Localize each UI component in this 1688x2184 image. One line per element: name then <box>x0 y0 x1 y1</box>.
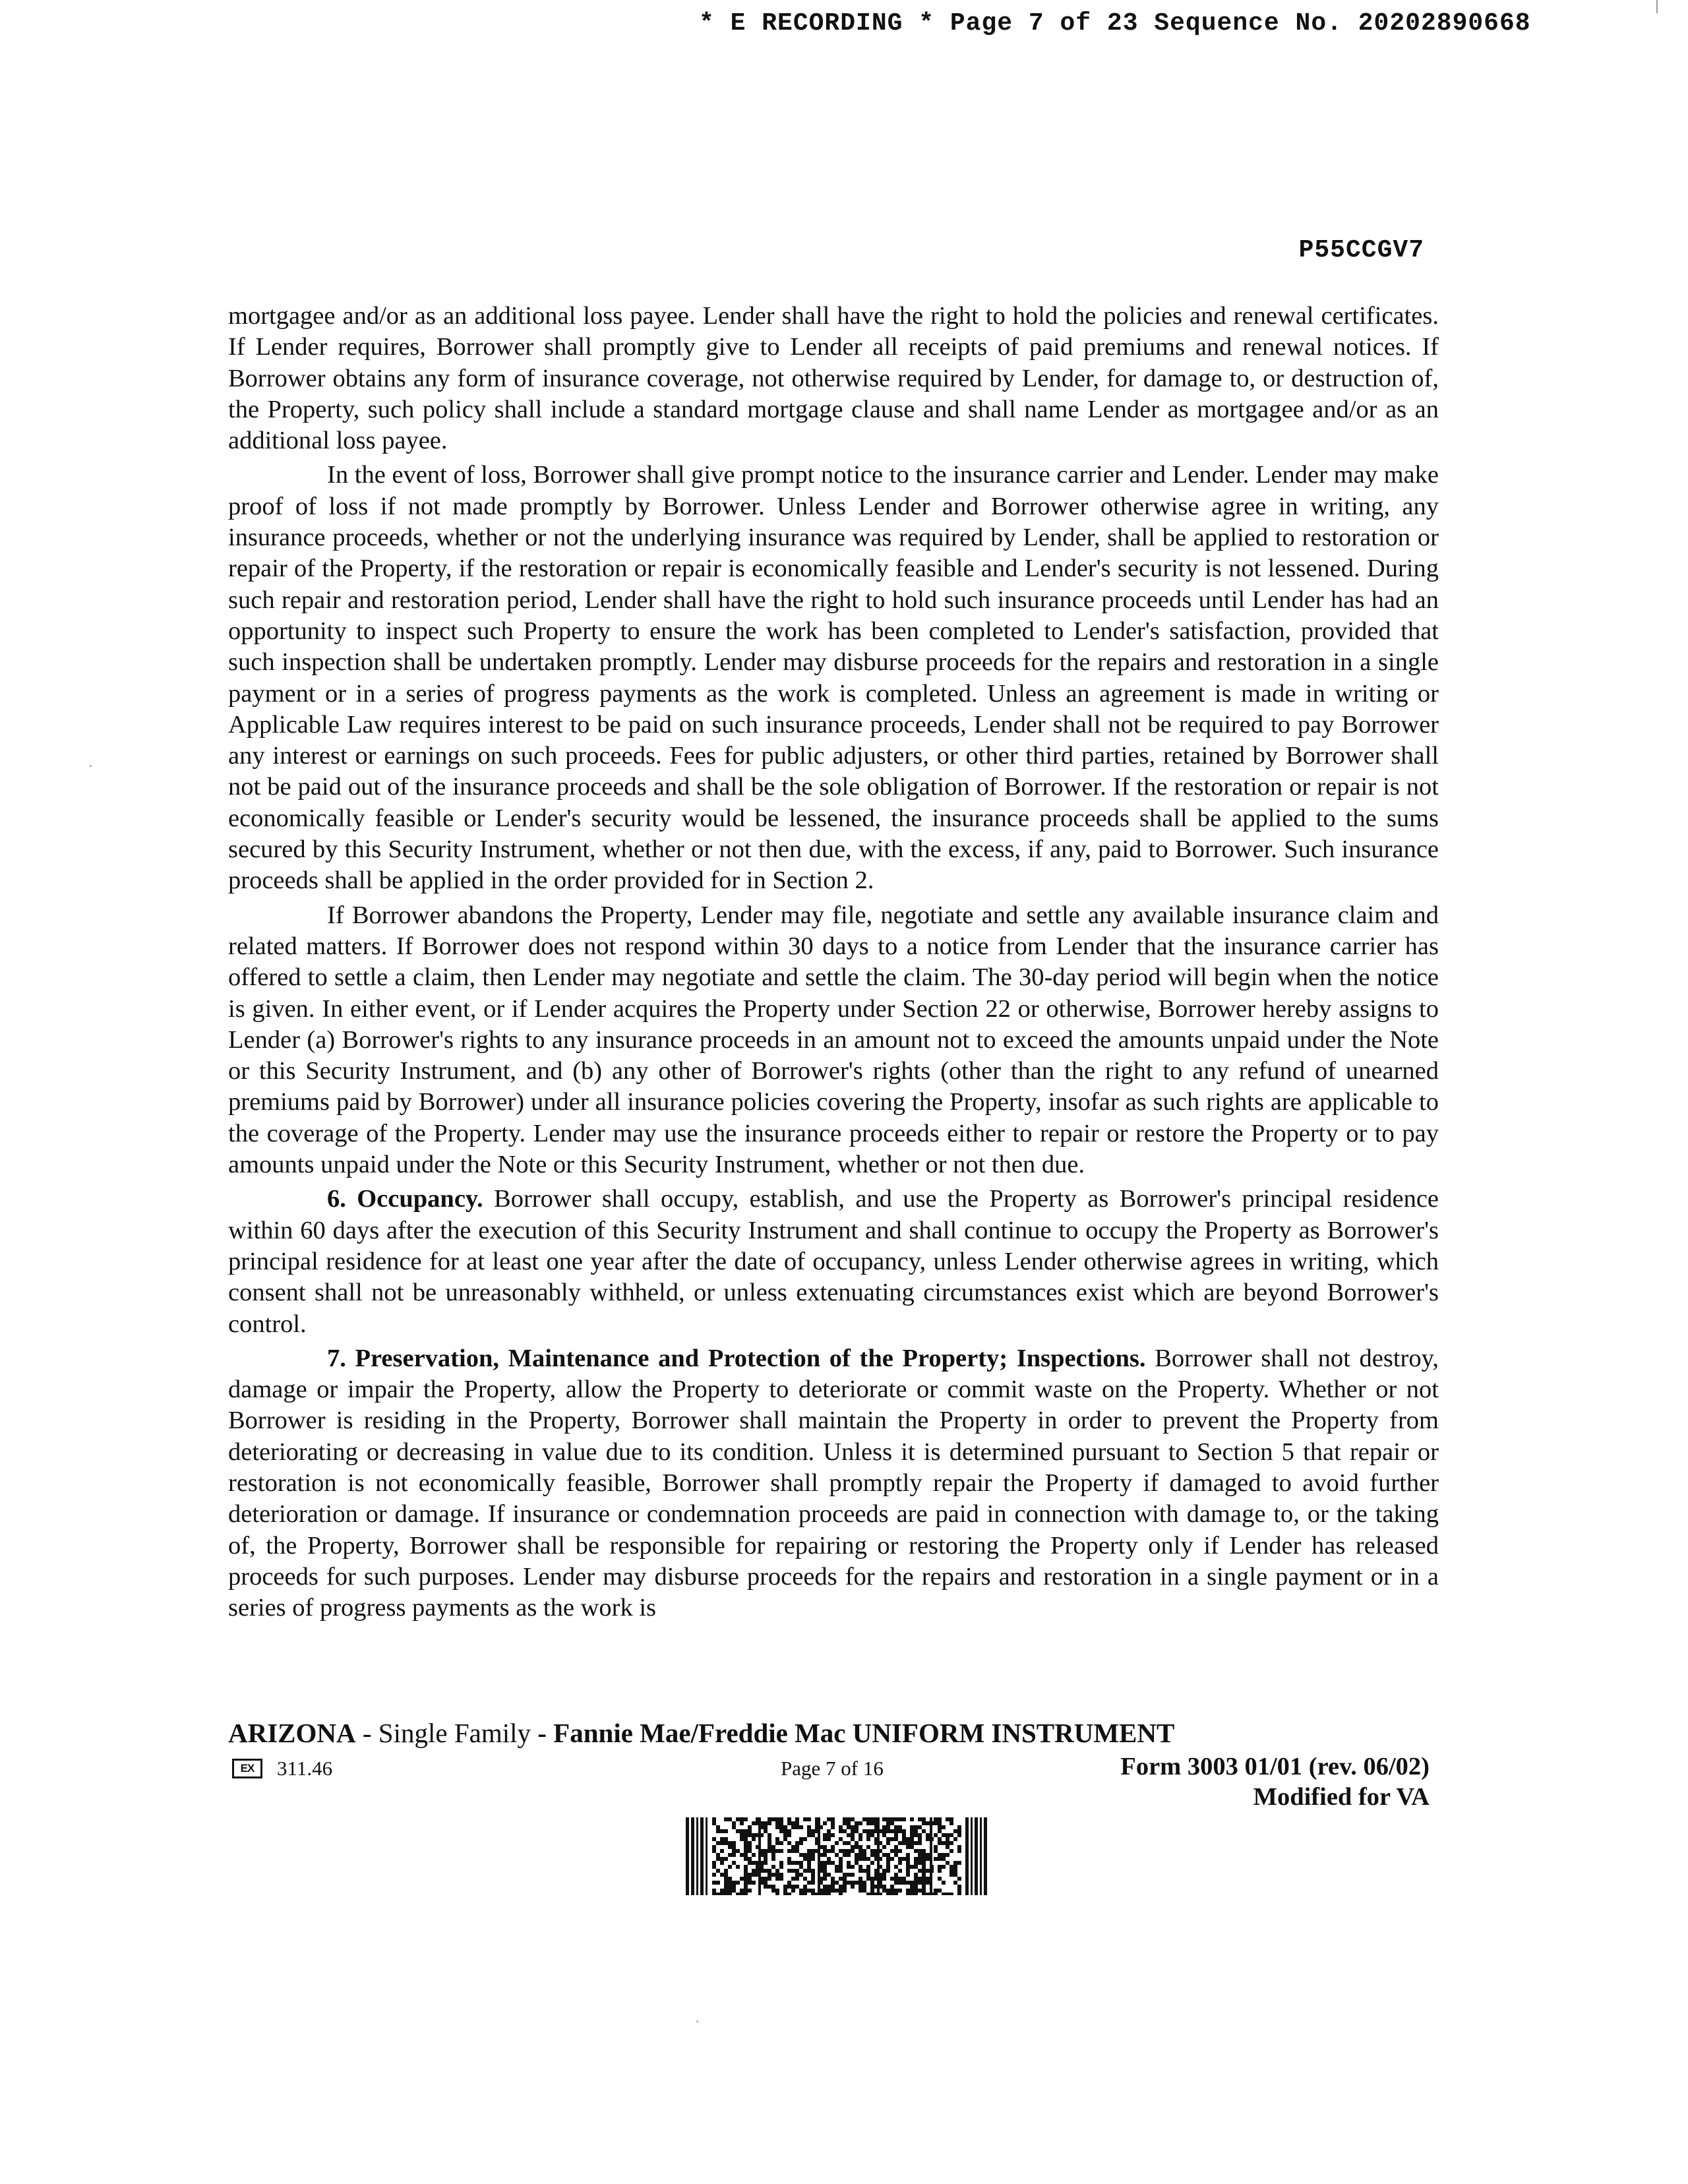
footer-form-number <box>1120 1751 1430 1812</box>
footer-form-code <box>232 1757 332 1780</box>
footer-family: Single Family <box>378 1718 531 1748</box>
ex-logo-icon: EX <box>232 1759 262 1778</box>
edge-mark <box>1656 0 1658 13</box>
footer-separator: - <box>355 1718 378 1748</box>
barcode-icon <box>686 1817 988 1895</box>
section-6-heading: 6. Occupancy. <box>327 1185 483 1213</box>
footer-instrument-title <box>228 1717 1174 1749</box>
document-code: P55CCGV7 <box>1298 236 1424 264</box>
section-7-preservation <box>228 1343 1439 1624</box>
document-body <box>228 301 1439 1627</box>
scan-speck <box>696 2020 698 2022</box>
section-6-occupancy <box>228 1184 1439 1339</box>
footer-page-number: Page 7 of 16 <box>781 1757 884 1780</box>
footer-instrument: Fannie Mae/Freddie Mac UNIFORM INSTRUMENT <box>553 1718 1175 1748</box>
footer-code-number: 311.46 <box>277 1757 333 1780</box>
paragraph-abandonment: If Borrower abandons the Property, Lender may file, negotiate and settle any available insurance claim and related matters. If Borrower does not respond within 30 days to a notice from Lender that the insurance carrier has offered to settle a claim, then Lender may negotiate and settle the claim. The 30-day period will begin when the notice is given. In either event, or if Lender acquires the Property under Section 22 or otherwise, Borrower hereby assigns to Lender (a) Borrower's rights to any insurance proceeds in an amount not to exceed the amounts unpaid under the Note or this Security Instrument, and (b) any other of Borrower's rights (other than the right to any refund of unearned premiums paid by Borrower) under all insurance policies covering the Property, insofar as such rights are applicable to the coverage of the Property. Lender may use the insurance proceeds either to repair or restore the Property or to pay amounts unpaid under the Note or this Security Instrument, whether or not then due. <box>228 901 1439 1179</box>
footer-form-id: Form 3003 01/01 (rev. 06/02) <box>1120 1753 1430 1780</box>
section-7-heading: 7. Preservation, Maintenance and Protection of the Property; Inspections. <box>327 1344 1146 1372</box>
scan-speck <box>90 765 92 767</box>
section-7-text: Borrower shall not destroy, damage or impair the Property, allow the Property to deteriorate or commit waste on the Property. Whether or not Borrower is residing in the Property, Borrower shall maintain the Property in order to prevent the Property from deteriorating or decreasing in value due to its condition. Unless it is determined pursuant to Section 5 that repair or restoration is not economically feasible, Borrower shall promptly repair the Property if damaged to avoid further deterioration or damage. If insurance or condemnation proceeds are paid in connection with damage to, or the taking of, the Property, Borrower shall be responsible for repairing or restoring the Property only if Lender has released proceeds for such purposes. Lender may disburse proceeds for the repairs and restoration in a single payment or in a series of progress payments as the work is <box>228 1344 1439 1622</box>
paragraph-continuation: mortgagee and/or as an additional loss payee. Lender shall have the right to hold the policies and renewal certificates. If Lender requires, Borrower shall promptly give to Lender all receipts of paid premiums and renewal notices. If Borrower obtains any form of insurance coverage, not otherwise required by Lender, for damage to, or destruction of, the Property, such policy shall include a standard mortgage clause and shall name Lender as mortgagee and/or as an additional loss payee. <box>228 302 1439 455</box>
section-6-text: Borrower shall occupy, establish, and use the Property as Borrower's principal residence within 60 days after the execution of this Security Instrument and shall continue to occupy the Property as Borrower's principal residence for at least one year after the date of occupancy, unless Lender otherwise agrees in writing, which consent shall not be unreasonably withheld, or unless extenuating circumstances exist which are beyond Borrower's control. <box>228 1185 1439 1338</box>
footer-state: ARIZONA <box>228 1718 356 1748</box>
recording-header: * E RECORDING * Page 7 of 23 Sequence No. 20202890668 <box>699 9 1531 38</box>
footer-separator-bold: - <box>531 1718 554 1748</box>
paragraph-event-of-loss: In the event of loss, Borrower shall give prompt notice to the insurance carrier and Lender. Lender may make proof of loss if not made promptly by Borrower. Unless Lender and Borrower otherwise agree in writing, any insurance proceeds, whether or not the underlying insurance was required by Lender, shall be applied to restoration or repair of the Property, if the restoration or repair is economically feasible and Lender's security is not lessened. During such repair and restoration period, Lender shall have the right to hold such insurance proceeds until Lender has had an opportunity to inspect such Property to ensure the work has been completed to Lender's satisfaction, provided that such inspection shall be undertaken promptly. Lender may disburse proceeds for the repairs and restoration in a single payment or in a series of progress payments as the work is completed. Unless an agreement is made in writing or Applicable Law requires interest to be paid on such insurance proceeds, Lender shall not be required to pay Borrower any interest or earnings on such proceeds. Fees for public adjusters, or other third parties, retained by Borrower shall not be paid out of the insurance proceeds and shall be the sole obligation of Borrower. If the restoration or repair is not economically feasible or Lender's security would be lessened, the insurance proceeds shall be applied to the sums secured by this Security Instrument, whether or not then due, with the excess, if any, paid to Borrower. Such insurance proceeds shall be applied in the order provided for in Section 2. <box>228 461 1439 895</box>
footer-modified: Modified for VA <box>1253 1783 1430 1811</box>
